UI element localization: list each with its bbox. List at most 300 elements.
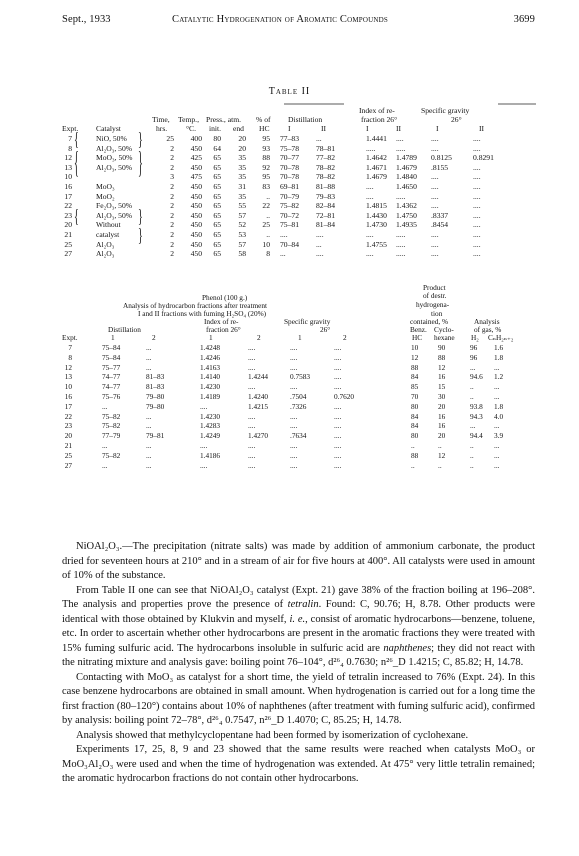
text-run: ; they did not react with the nitrating mixture and analysis gave: boiling point 76–104°, d²⁶₄ 0.7630; n²⁶_D 1.4215; C, 85.82; H, 14.78.	[62, 642, 535, 668]
table-cell: 1.4815	[366, 201, 387, 211]
col-header-dist-1: I	[288, 124, 291, 133]
table-cell: 31	[238, 182, 246, 191]
table-cell: ....	[280, 230, 288, 239]
table-cell: 1.4750	[396, 210, 417, 220]
running-title: Catalytic Hydrogenation of Aromatic Compounds	[172, 14, 389, 25]
table-cell: 65	[213, 191, 221, 201]
table-experiments	[62, 98, 506, 278]
table-cell: ....	[248, 382, 256, 392]
expt-number: 21	[64, 441, 72, 450]
table-cell: ....	[473, 172, 481, 182]
col-header-sg: Specific gravity	[421, 106, 470, 115]
table-cell: .....	[396, 191, 406, 201]
paragraph-experiments: Experiments 17, 25, 8, 9 and 23 showed that the same results were reached when catalysts MoO₃ or MoO₃Al₂O₃ were used and when the time of hydrogenation was extended. At 475° very little tetralin remained; the aromatic hydrocarbon fractions do not contain other hydrocarbons.	[62, 744, 535, 784]
table-cell: ....	[290, 343, 298, 352]
expt-number: 20	[64, 220, 72, 230]
table-cell: ...	[494, 450, 500, 460]
header-rule-left	[284, 102, 344, 106]
table-cell: ....	[200, 401, 208, 411]
table-cell: ....	[316, 249, 324, 259]
expt-number: 8	[68, 352, 72, 362]
catalyst-name: MoO₃, 50%	[96, 153, 133, 163]
table-cell: 1.4650	[396, 182, 417, 191]
expt-number: 27	[64, 249, 72, 259]
table-cell: 1.4679	[396, 162, 417, 172]
body-text	[62, 540, 535, 787]
header-gas: Analysis	[474, 317, 500, 326]
table-cell: 30	[438, 392, 446, 401]
header-hc: HC	[412, 333, 423, 342]
catalyst-name: Al₂O₃, 50%	[96, 162, 133, 172]
expt-number: 10	[64, 382, 72, 392]
table-cell: 450	[190, 191, 202, 201]
table-cell: ..	[438, 441, 442, 450]
table-cell: 79–80	[146, 392, 165, 401]
table-cell: 1.4230	[200, 382, 221, 392]
expt-number: 8	[68, 143, 72, 153]
table-cell: ....	[248, 362, 256, 372]
table-cell: 2	[170, 201, 174, 211]
table-cell: ...	[146, 343, 152, 352]
table-cell: 1.4140	[200, 372, 221, 382]
table-cell: 57	[238, 210, 246, 220]
table-cell: 75–77	[102, 362, 121, 372]
table-cell: 94.4	[470, 431, 483, 441]
header-product: Product	[423, 283, 446, 292]
table-cell: ....	[290, 362, 298, 372]
table-cell: 78–82	[316, 172, 335, 182]
table-cell: 25	[262, 220, 270, 230]
table-cell: 2	[170, 210, 174, 220]
table-cell: ....	[431, 201, 439, 211]
table-cell: 0.7583	[290, 372, 311, 382]
text-run: , consist of aromatic hydrocarbons—benzene, toluene, etc. In order to ascertain whether other hydrocarbons are present in the aromatic fractions they were treated with 15% fuming sulfuric acid. The hydrocarbons insoluble in sulfuric acid are	[62, 613, 536, 654]
table-cell: ...	[102, 441, 108, 450]
table-cell: ....	[334, 352, 342, 362]
catalyst-name: catalyst	[96, 230, 120, 239]
table-cell: ....	[366, 230, 374, 239]
brace-icon: {	[74, 130, 79, 151]
table-cell: 475	[190, 172, 202, 182]
table-cell: 65	[213, 153, 221, 163]
table-cell: ....	[473, 191, 481, 201]
table-cell: ....	[366, 249, 374, 259]
table-cell: ....	[334, 460, 342, 470]
brace-icon: }	[138, 207, 143, 228]
table-cell: ....	[334, 441, 342, 450]
table-cell: ..	[470, 382, 474, 392]
table-cell: 8	[266, 249, 270, 259]
table-cell: ....	[290, 352, 298, 362]
table-cell: ..	[470, 441, 474, 450]
table-cell: ...	[146, 441, 152, 450]
expt-number: 13	[64, 372, 72, 382]
table-cell: 2	[170, 153, 174, 163]
table-cell: ....	[396, 134, 404, 143]
table-cell: 70	[411, 392, 419, 401]
table-cell: ...	[146, 362, 152, 372]
table-cell: 0.8125	[431, 153, 452, 163]
col-header-end: end	[233, 124, 244, 133]
col-header-press: Press., atm.	[206, 115, 242, 124]
table-cell: 83	[262, 182, 270, 191]
table-cell: ....	[431, 134, 439, 143]
col-header-sg2: 26°	[451, 115, 462, 124]
table-cell: 94.6	[470, 372, 483, 382]
catalyst-name: Al₂O₃, 50%	[96, 210, 133, 220]
expt-number: 22	[64, 201, 72, 211]
table-title: Table II	[268, 86, 311, 97]
expt-number: 27	[64, 460, 72, 470]
table-cell: 95	[262, 134, 270, 143]
col-header-index: Index of re-	[359, 106, 395, 115]
table-cell: 80	[411, 401, 419, 411]
col-header-pct: % of	[256, 115, 271, 124]
table-cell: 81–83	[146, 382, 165, 392]
table-cell: 16	[438, 411, 446, 421]
table-cell: ...	[494, 392, 500, 401]
text-italic: tetralin	[287, 599, 319, 610]
table-cell: 1.4186	[200, 450, 221, 460]
table-cell: ....	[431, 182, 439, 191]
table-cell: .....	[396, 230, 406, 239]
header-analysis2: I and II fractions with fuming H₂SO₄ (20%)	[138, 309, 267, 318]
header-expt: Expt.	[62, 333, 78, 342]
table-cell: 1.4430	[366, 210, 387, 220]
header-benz: Benz.	[410, 325, 427, 334]
table-cell: ....	[290, 382, 298, 392]
table-cell: 93.8	[470, 401, 483, 411]
catalyst-name: Without	[96, 220, 121, 230]
table-cell: 2	[170, 249, 174, 259]
table-treatment	[62, 283, 516, 534]
table-cell: ....	[248, 343, 256, 352]
table-cell: 1.4240	[248, 392, 269, 401]
table-cell: 88	[438, 352, 446, 362]
table-cell: ....	[431, 230, 439, 239]
table-cell: 53	[238, 230, 246, 239]
table-cell: ...	[494, 382, 500, 392]
expt-number: 22	[64, 411, 72, 421]
table-cell: 1.2	[494, 372, 504, 382]
table-cell: 52	[238, 220, 246, 230]
table-cell: ....	[334, 450, 342, 460]
header-h2: H₂	[471, 333, 479, 342]
header-product5: contained, %	[410, 317, 449, 326]
table-cell: ...	[494, 460, 500, 470]
table-cell: .7634	[290, 431, 307, 441]
table-cell: 1.4244	[248, 372, 269, 382]
table-cell: 2	[170, 239, 174, 249]
table-cell: 2	[170, 182, 174, 191]
expt-number: 23	[64, 421, 72, 431]
table-cell: ...	[494, 441, 500, 450]
table-cell: 72–81	[316, 210, 335, 220]
table-cell: .8454	[431, 220, 449, 230]
table-cell: 81–84	[316, 220, 335, 230]
table-cell: ...	[146, 460, 152, 470]
table-cell: 1.4755	[366, 239, 387, 249]
col-header-sg-2: II	[479, 124, 485, 133]
table-cell: ..	[266, 191, 270, 201]
col-header-init: init.	[209, 124, 222, 133]
table-cell: ...	[494, 421, 500, 431]
table-cell: 65	[213, 162, 221, 172]
table-cell: ..	[266, 230, 270, 239]
table-cell: .7504	[290, 392, 307, 401]
expt-number: 21	[64, 230, 72, 239]
table-cell: 79–83	[316, 191, 335, 201]
brace-icon: }	[138, 226, 143, 247]
table-cell: ....	[334, 411, 342, 421]
table-cell: 425	[190, 153, 202, 163]
table-cell: 70–72	[280, 210, 299, 220]
expt-number: 25	[64, 239, 72, 249]
table-cell: 15	[438, 382, 446, 392]
table-cell: ....	[473, 162, 481, 172]
table-cell: ....	[431, 143, 439, 153]
table-cell: 0.7620	[334, 392, 355, 401]
table-cell: 20	[238, 134, 246, 143]
col-header-hc: HC	[259, 124, 270, 133]
table-cell: 81–88	[316, 182, 335, 191]
text-italic: i. e.	[289, 613, 306, 625]
catalyst-name: NiO, 50%	[96, 134, 127, 143]
table-cell: 2	[170, 143, 174, 153]
table-cell: ....	[248, 460, 256, 470]
table-cell: 77–83	[280, 134, 299, 143]
col-header-index-2: II	[396, 124, 402, 133]
table-cell: 92	[262, 162, 270, 172]
col-header-catalyst: Catalyst	[96, 124, 121, 133]
expt-number: 17	[64, 401, 72, 411]
paragraph-isomerization: Analysis showed that methylcyclopentane had been formed by isomerization of cyclohexane.	[76, 729, 469, 741]
table-cell: 90	[438, 343, 446, 352]
table-cell: 1.4789	[396, 153, 417, 163]
col-header-dist-2: II	[321, 124, 327, 133]
expt-number: 25	[64, 450, 72, 460]
table-cell: ....	[334, 382, 342, 392]
table-cell: ....	[366, 191, 374, 201]
table-cell: ...	[146, 450, 152, 460]
table-cell: 1.8	[494, 401, 504, 411]
table-cell: 96	[470, 352, 478, 362]
table-cell: ....	[334, 431, 342, 441]
table-cell: 2	[170, 162, 174, 172]
table-cell: ....	[316, 230, 324, 239]
table-cell: 93	[262, 143, 270, 153]
table-cell: ..	[470, 450, 474, 460]
table-cell: 79–80	[146, 401, 165, 411]
table-cell: 4.0	[494, 411, 504, 421]
header-phenol: Phenol (100 g.)	[202, 293, 248, 302]
table-cell: 20	[238, 143, 246, 153]
brace-icon: {	[74, 207, 79, 228]
table-cell: ...	[146, 421, 152, 431]
table-cell: 75–78	[280, 143, 299, 153]
running-head	[62, 14, 535, 28]
table-cell: ....	[248, 421, 256, 431]
table-cell: .....	[396, 239, 406, 249]
table-cell: .....	[396, 143, 406, 153]
table-cell: 94.3	[470, 411, 483, 421]
col-header-index-1: I	[366, 124, 369, 133]
header-rule-right	[498, 102, 538, 106]
table-cell: 82–84	[316, 201, 335, 211]
col-header-expt: Expt.	[62, 124, 79, 133]
table-cell: 88	[262, 153, 270, 163]
table-cell: 84	[411, 372, 419, 382]
table-cell: ....	[248, 411, 256, 421]
table-cell: 69–81	[280, 182, 299, 191]
table-cell: ..	[470, 460, 474, 470]
table-cell: ....	[366, 182, 374, 191]
header-analysis: Analysis of hydrocarbon fractions after treatment	[123, 301, 268, 310]
table-cell: 1.4679	[366, 172, 387, 182]
table-cell: ....	[473, 249, 481, 259]
table-cell: ....	[290, 450, 298, 460]
header-n4: 2	[257, 333, 261, 342]
expt-number: 7	[68, 343, 72, 352]
table-cell: 80	[213, 134, 221, 143]
table-cell: 65	[213, 210, 221, 220]
table-cell: ...	[470, 421, 476, 431]
table-cell: ....	[473, 201, 481, 211]
table-cell: 3	[170, 172, 174, 182]
table-cell: 12	[438, 450, 446, 460]
table-cell: ....	[473, 182, 481, 191]
page-number: 3699	[513, 14, 535, 25]
table-cell: 65	[213, 230, 221, 239]
table-cell: 88	[411, 362, 419, 372]
table-cell: ....	[431, 239, 439, 249]
table-cell: 65	[213, 220, 221, 230]
table-cell: 81–83	[146, 372, 165, 382]
header-sg: Specific gravity	[284, 317, 331, 326]
table-cell: .7326	[290, 401, 307, 411]
header-cyclo: Cyclo-	[434, 325, 454, 334]
header-sg2: 26°	[320, 325, 331, 334]
table-cell: 75–82	[102, 450, 121, 460]
col-header-index2: fraction 26°	[361, 115, 398, 124]
table-cell: ...	[102, 460, 108, 470]
table-cell: 25	[166, 134, 174, 143]
table-cell: 75–84	[102, 352, 121, 362]
table-cell: ...	[316, 239, 322, 249]
table-cell: 1.4730	[366, 220, 387, 230]
header-index: Index of re-	[204, 317, 239, 326]
table-cell: 78–82	[316, 162, 335, 172]
table-cell: 75–82	[280, 201, 299, 211]
table-cell: 1.4935	[396, 220, 417, 230]
table-cell: ....	[334, 343, 342, 352]
table-cell: ....	[248, 441, 256, 450]
table-cell: 1.4215	[248, 401, 269, 411]
table-cell: 400	[190, 134, 202, 143]
expt-number: 10	[64, 172, 72, 182]
table-cell: 65	[213, 172, 221, 182]
table-cell: 10	[262, 239, 270, 249]
header-hexane: hexane	[434, 333, 455, 342]
table-cell: ....	[334, 421, 342, 431]
table-cell: 2	[170, 220, 174, 230]
table-cell: 22	[262, 201, 270, 211]
table-cell: 1.4163	[200, 362, 221, 372]
table-cell: ....	[334, 362, 342, 372]
expt-number: 12	[64, 362, 72, 372]
table-cell: ....	[290, 441, 298, 450]
header-n6: 2	[343, 333, 347, 342]
table-cell: 1.4671	[366, 162, 387, 172]
table-cell: 1.6	[494, 343, 504, 352]
table-cell: 450	[190, 230, 202, 239]
table-cell: 84	[411, 421, 419, 431]
table-cell: 0.8291	[473, 153, 494, 163]
table-cell: 64	[213, 143, 221, 153]
table-cell: ....	[334, 401, 342, 411]
table-cell: ....	[248, 352, 256, 362]
table-cell: 1.4249	[200, 431, 221, 441]
col-header-sg-1: I	[436, 124, 439, 133]
catalyst-name: Al₂O₃	[96, 239, 115, 249]
header-n1: 1	[111, 333, 115, 342]
catalyst-name: Al₂O₃	[96, 249, 115, 259]
table-cell: 80	[411, 431, 419, 441]
catalyst-name: Al₂O₃, 50%	[96, 143, 133, 153]
table-cell: 70–77	[280, 153, 299, 163]
table-cell: 70–78	[280, 162, 299, 172]
table-cell: 74–77	[102, 372, 121, 382]
col-header-distillation: Distillation	[288, 115, 323, 124]
expt-number: 16	[64, 182, 72, 191]
table-cell: 65	[213, 239, 221, 249]
table-cell: ....	[473, 143, 481, 153]
table-cell: ..	[411, 460, 415, 470]
table-cell: 75–82	[102, 421, 121, 431]
table-cell: 58	[238, 249, 246, 259]
header-n3: 1	[209, 333, 213, 342]
col-header-temp-unit: °C.	[186, 124, 197, 133]
table-cell: 450	[190, 143, 202, 153]
expt-number: 17	[64, 191, 72, 201]
table-cell: 10	[411, 343, 419, 352]
table-cell: 1.8	[494, 352, 504, 362]
table-cell: 16	[438, 372, 446, 382]
table-cell: ....	[473, 239, 481, 249]
table-cell: 1.4840	[396, 172, 417, 182]
table-cell: 79–81	[146, 431, 165, 441]
table-cell: ...	[316, 134, 322, 143]
table-cell: 35	[238, 153, 246, 163]
table-cell: 65	[213, 249, 221, 259]
table-cell: 1.4283	[200, 421, 221, 431]
table-cell: 88	[411, 450, 419, 460]
table-cell: ....	[290, 421, 298, 431]
table-cell: ....	[473, 134, 481, 143]
header-cnh: CₙH₂ₙ₊₂	[488, 333, 514, 342]
table-cell: ...	[102, 401, 108, 411]
table-cell: 20	[438, 431, 446, 441]
table-cell: ...	[146, 411, 152, 421]
table-cell: .....	[366, 143, 376, 153]
table-cell: 450	[190, 162, 202, 172]
table-cell: ...	[494, 362, 500, 372]
table-cell: 12	[438, 362, 446, 372]
table-cell: 20	[438, 401, 446, 411]
header-n2: 2	[152, 333, 156, 342]
table-cell: 74–77	[102, 382, 121, 392]
header-n5: 1	[298, 333, 302, 342]
